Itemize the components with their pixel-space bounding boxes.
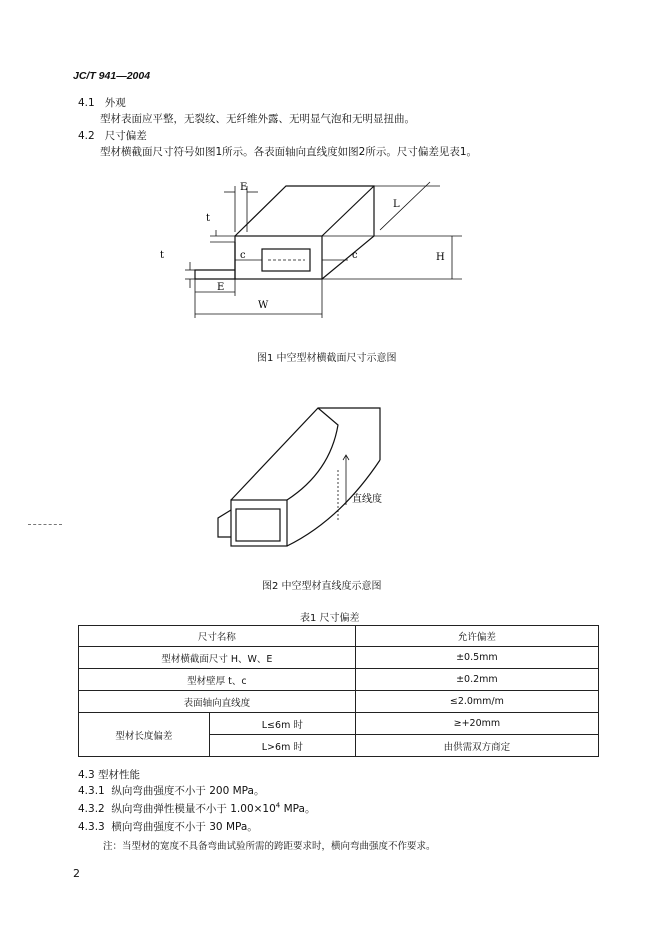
cell-value: ≥+20mm xyxy=(355,713,598,735)
section-4-3-3 xyxy=(78,819,258,834)
table-row xyxy=(79,691,599,713)
section-4-3-heading: 4.3 型材性能 xyxy=(78,769,141,781)
cell-value: 由供需双方商定 xyxy=(355,735,598,757)
dim-c-left: c xyxy=(240,250,246,261)
dim-W: W xyxy=(258,300,269,311)
cell-condition: L>6m 时 xyxy=(209,735,355,757)
figure-1-caption: 图1 中空型材横截面尺寸示意图 xyxy=(257,353,397,364)
profile-end-outer xyxy=(231,500,287,546)
item-number: 4.3.2 xyxy=(78,803,105,815)
cell-value: ±0.2mm xyxy=(355,669,598,691)
dim-E-bottom: E xyxy=(217,282,225,293)
section-number: 4.2 xyxy=(78,130,95,142)
standard-code-header: JC/T 941—2004 xyxy=(73,70,151,82)
cell-name: 型材壁厚 t、c xyxy=(79,669,356,691)
figure-2-caption: 图2 中空型材直线度示意图 xyxy=(262,581,382,592)
section-title: 尺寸偏差 xyxy=(104,130,147,142)
cell-condition: L≤6m 时 xyxy=(209,713,355,735)
cell-name-length: 型材长度偏差 xyxy=(79,713,210,757)
profile-end-inner xyxy=(236,509,280,541)
cell-value: ±0.5mm xyxy=(355,647,598,669)
dim-H: H xyxy=(436,252,445,263)
table-row xyxy=(79,669,599,691)
section-4-2-body: 型材横截面尺寸符号如图1所示。各表面轴向直线度如图2所示。尺寸偏差见表1。 xyxy=(100,146,478,158)
section-title: 外观 xyxy=(104,97,126,109)
dim-c-right: c xyxy=(352,250,358,261)
section-4-3-1 xyxy=(78,783,264,798)
section-number: 4.1 xyxy=(78,97,95,109)
table-header-row xyxy=(79,626,599,647)
straightness-label: 直线度 xyxy=(352,494,382,505)
header-cell-tolerance: 允许偏差 xyxy=(355,626,598,647)
dim-t-left: t xyxy=(160,250,165,261)
table-row xyxy=(79,713,599,735)
exponent: 4 xyxy=(275,801,281,810)
item-text: 纵向弯曲弹性模量不小于 1.00×10 xyxy=(111,803,276,815)
cell-value: ≤2.0mm/m xyxy=(355,691,598,713)
section-4-3-2 xyxy=(78,801,315,816)
cell-name: 型材横截面尺寸 H、W、E xyxy=(79,647,356,669)
table-1-caption: 表1 尺寸偏差 xyxy=(300,613,360,624)
cell-name: 表面轴向直线度 xyxy=(79,691,356,713)
item-number: 4.3.1 xyxy=(78,785,105,797)
item-text-unit: MPa。 xyxy=(280,803,316,815)
item-number: 4.3.3 xyxy=(78,821,105,833)
margin-dashes xyxy=(28,524,62,525)
page-number: 2 xyxy=(73,867,80,880)
dim-E-top: E xyxy=(240,182,248,193)
dim-t-top: t xyxy=(206,213,211,224)
tolerance-table xyxy=(78,625,599,757)
section-4-1-body: 型材表面应平整，无裂纹、无纤维外露、无明显气泡和无明显扭曲。 xyxy=(100,113,415,125)
header-cell-name: 尺寸名称 xyxy=(79,626,356,647)
item-text: 纵向弯曲强度不小于 200 MPa。 xyxy=(111,785,265,797)
table-row xyxy=(79,647,599,669)
dim-L: L xyxy=(393,199,400,210)
item-text: 横向弯曲强度不小于 30 MPa。 xyxy=(111,821,258,833)
note: 注：当型材的宽度不具备弯曲试验所需的跨距要求时，横向弯曲强度不作要求。 xyxy=(103,841,436,852)
